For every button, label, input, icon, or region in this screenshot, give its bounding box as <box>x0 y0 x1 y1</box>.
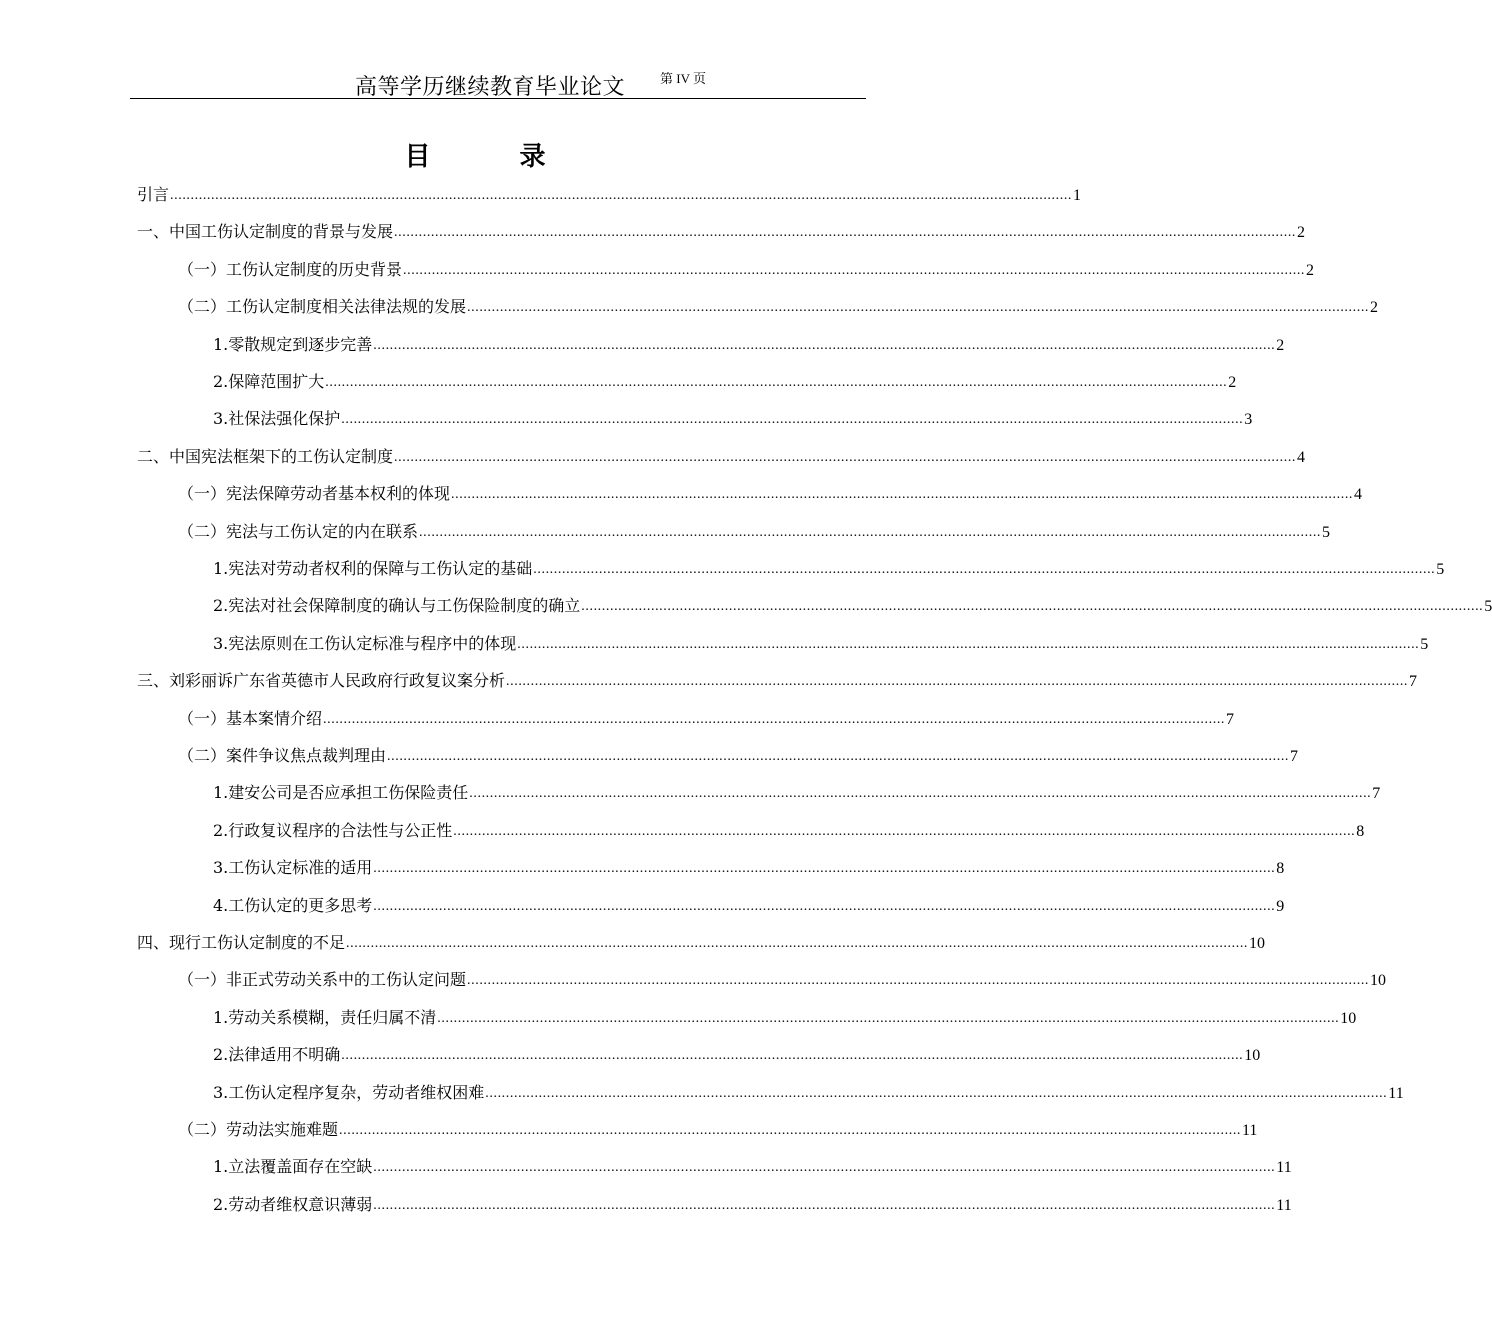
toc-title: 目 录 <box>404 142 586 172</box>
toc-leader-dots: ............................................................................................................................................................................................................................ <box>437 1010 1340 1026</box>
toc-entry-label: （二）案件争议焦点裁判理由 <box>178 746 387 765</box>
toc-entry-page: 7 <box>1290 748 1299 765</box>
toc-entry-label: 引言 <box>137 185 170 204</box>
toc-entry-label: 四、现行工伤认定制度的不足 <box>137 933 346 952</box>
toc-leader-dots: ............................................................................................................................................................................................................................ <box>453 823 1356 839</box>
toc-entry-page: 11 <box>1276 1159 1292 1177</box>
toc-entry-page: 10 <box>1370 972 1387 990</box>
toc-leader-dots: ............................................................................................................................................................................................................................ <box>517 636 1420 652</box>
toc-entry-page: 2 <box>1276 336 1285 354</box>
toc-leader-dots: ............................................................................................................................................................................................................................ <box>485 1085 1388 1101</box>
toc-leader-dots: ............................................................................................................................................................................................................................ <box>451 487 1354 503</box>
toc-entry[interactable] <box>137 181 1082 205</box>
toc-entry-page: 10 <box>1244 1047 1261 1065</box>
toc-entry-label: 2.行政复议程序的合法性与公正性 <box>213 820 453 840</box>
toc-entry[interactable] <box>213 592 1492 616</box>
toc-leader-dots: ............................................................................................................................................................................................................................ <box>339 1123 1242 1138</box>
toc-leader-dots: ............................................................................................................................................................................................................................ <box>373 1160 1276 1176</box>
toc-leader-dots: ............................................................................................................................................................................................................................ <box>403 262 1306 278</box>
toc-entry-label: 2.保障范围扩大 <box>213 372 325 391</box>
toc-leader-dots: ............................................................................................................................................................................................................................ <box>469 786 1372 802</box>
toc-leader-dots: ............................................................................................................................................................................................................................ <box>170 188 1073 203</box>
toc-entry[interactable] <box>137 443 1306 467</box>
toc-entry-label: 1.零散规定到逐步完善 <box>213 334 373 354</box>
toc-entry[interactable] <box>178 293 1379 317</box>
toc-entry-page: 10 <box>1340 1009 1357 1027</box>
toc-entry[interactable] <box>137 667 1418 691</box>
toc-leader-dots: ............................................................................................................................................................................................................................ <box>467 300 1370 316</box>
toc-entry-label: （二）劳动法实施难题 <box>178 1120 339 1139</box>
toc-leader-dots: ............................................................................................................................................................................................................................ <box>581 599 1484 615</box>
toc-entry-page: 5 <box>1484 598 1492 616</box>
toc-entry-page: 2 <box>1297 224 1306 242</box>
toc-entry-page: 3 <box>1244 411 1253 429</box>
toc-entry-label: 2.劳动者维权意识薄弱 <box>213 1194 373 1214</box>
toc-entry-label: （二）宪法与工伤认定的内在联系 <box>178 521 419 541</box>
toc-entry[interactable] <box>137 929 1266 953</box>
toc-entry-label: 3.社保法强化保护 <box>213 409 341 429</box>
toc-entry-page: 9 <box>1276 897 1285 915</box>
toc-entry[interactable] <box>213 817 1365 841</box>
toc-leader-dots: ............................................................................................................................................................................................................................ <box>346 936 1249 951</box>
toc-entry[interactable] <box>213 854 1285 878</box>
toc-entry-label: 3.工伤认定程序复杂，劳动者维权困难 <box>213 1082 485 1102</box>
toc-entry-page: 5 <box>1322 523 1331 541</box>
toc-leader-dots: ............................................................................................................................................................................................................................ <box>341 1048 1244 1064</box>
toc-leader-dots: ............................................................................................................................................................................................................................ <box>419 524 1322 540</box>
toc-entry-page: 2 <box>1228 374 1237 391</box>
toc-entry-page: 2 <box>1370 299 1379 317</box>
toc-entry[interactable] <box>213 630 1429 654</box>
toc-entry-label: 3.工伤认定标准的适用 <box>213 858 373 878</box>
toc-entry[interactable] <box>213 368 1237 392</box>
toc-leader-dots: ............................................................................................................................................................................................................................ <box>323 711 1226 727</box>
toc-entry-label: （一）工伤认定制度的历史背景 <box>178 259 403 279</box>
toc-entry-page: 4 <box>1297 448 1306 466</box>
toc-entry-page: 10 <box>1249 935 1266 952</box>
toc-leader-dots: ............................................................................................................................................................................................................................ <box>533 562 1436 577</box>
toc-entry-label: （二）工伤认定制度相关法律法规的发展 <box>178 297 467 317</box>
toc-entry-label: 1.立法覆盖面存在空缺 <box>213 1157 373 1177</box>
toc-entry-label: （一）宪法保障劳动者基本权利的体现 <box>178 484 451 504</box>
toc-entry-page: 7 <box>1226 710 1235 728</box>
toc-entry-page: 2 <box>1306 261 1315 279</box>
toc-entry[interactable] <box>213 1191 1292 1215</box>
toc-entry-page: 1 <box>1073 187 1082 204</box>
toc-entry[interactable] <box>178 966 1387 990</box>
toc-entry-label: 1.建安公司是否应承担工伤保险责任 <box>213 783 469 803</box>
toc-leader-dots: ............................................................................................................................................................................................................................ <box>387 749 1290 764</box>
toc-entry[interactable] <box>213 1153 1292 1177</box>
toc-entry[interactable] <box>213 1004 1357 1028</box>
header-title: 高等学历继续教育毕业论文 <box>355 75 626 100</box>
toc-entry-label: 1.劳动关系模糊，责任归属不清 <box>213 1007 437 1027</box>
toc-entry-label: （一）基本案情介绍 <box>178 708 323 728</box>
toc-entry-page: 11 <box>1276 1196 1292 1214</box>
page-header <box>130 66 866 99</box>
toc-entry-label: 一、中国工伤认定制度的背景与发展 <box>137 222 394 242</box>
toc-entry[interactable] <box>178 480 1363 504</box>
toc-entry[interactable] <box>137 218 1306 242</box>
toc-entry-page: 11 <box>1242 1122 1258 1139</box>
toc-entry[interactable] <box>213 405 1253 429</box>
toc-entry-label: 二、中国宪法框架下的工伤认定制度 <box>137 446 394 466</box>
toc-entry-page: 8 <box>1356 822 1365 840</box>
toc-entry-label: 3.宪法原则在工伤认定标准与程序中的体现 <box>213 633 517 653</box>
toc-entry[interactable] <box>178 742 1299 766</box>
toc-leader-dots: ............................................................................................................................................................................................................................ <box>373 337 1276 353</box>
toc-entry-page: 5 <box>1420 635 1429 653</box>
toc-leader-dots: ............................................................................................................................................................................................................................ <box>373 1197 1276 1213</box>
toc-entry[interactable] <box>213 1079 1404 1103</box>
toc-entry-label: 4.工伤认定的更多思考 <box>213 895 373 915</box>
toc-entry-label: 2.宪法对社会保障制度的确认与工伤保险制度的确立 <box>213 596 581 616</box>
toc-entry-page: 7 <box>1409 673 1418 691</box>
toc-entry-page: 5 <box>1436 561 1445 578</box>
toc-entry[interactable] <box>213 331 1285 355</box>
toc-leader-dots: ............................................................................................................................................................................................................................ <box>394 449 1297 465</box>
toc-entry[interactable] <box>213 892 1285 916</box>
toc-leader-dots: ............................................................................................................................................................................................................................ <box>506 674 1409 690</box>
toc-entry-label: 2.法律适用不明确 <box>213 1045 341 1065</box>
toc-entry-page: 8 <box>1276 860 1285 878</box>
toc-entry-page: 4 <box>1354 486 1363 504</box>
toc-entry-label: 三、刘彩丽诉广东省英德市人民政府行政复议案分析 <box>137 671 506 691</box>
toc-entry[interactable] <box>213 1041 1261 1065</box>
toc-entry[interactable] <box>213 555 1445 579</box>
toc-leader-dots: ............................................................................................................................................................................................................................ <box>467 973 1370 989</box>
toc-leader-dots: ............................................................................................................................................................................................................................ <box>394 225 1297 241</box>
toc-entry[interactable] <box>178 1116 1258 1140</box>
toc-entry-page: 11 <box>1388 1084 1404 1102</box>
toc-entry-label: （一）非正式劳动关系中的工伤认定问题 <box>178 970 467 990</box>
toc-entry[interactable] <box>213 779 1381 803</box>
toc-leader-dots: ............................................................................................................................................................................................................................ <box>325 375 1228 390</box>
header-page-number: 第 IV 页 <box>660 71 706 86</box>
toc-leader-dots: ............................................................................................................................................................................................................................ <box>341 412 1244 428</box>
toc-entry[interactable] <box>178 256 1315 280</box>
toc-leader-dots: ............................................................................................................................................................................................................................ <box>373 898 1276 914</box>
toc-leader-dots: ............................................................................................................................................................................................................................ <box>373 861 1276 877</box>
toc-entry[interactable] <box>178 705 1235 729</box>
toc-entry-label: 1.宪法对劳动者权利的保障与工伤认定的基础 <box>213 559 533 578</box>
toc-entry-page: 7 <box>1372 785 1381 803</box>
toc-entry[interactable] <box>178 518 1331 542</box>
